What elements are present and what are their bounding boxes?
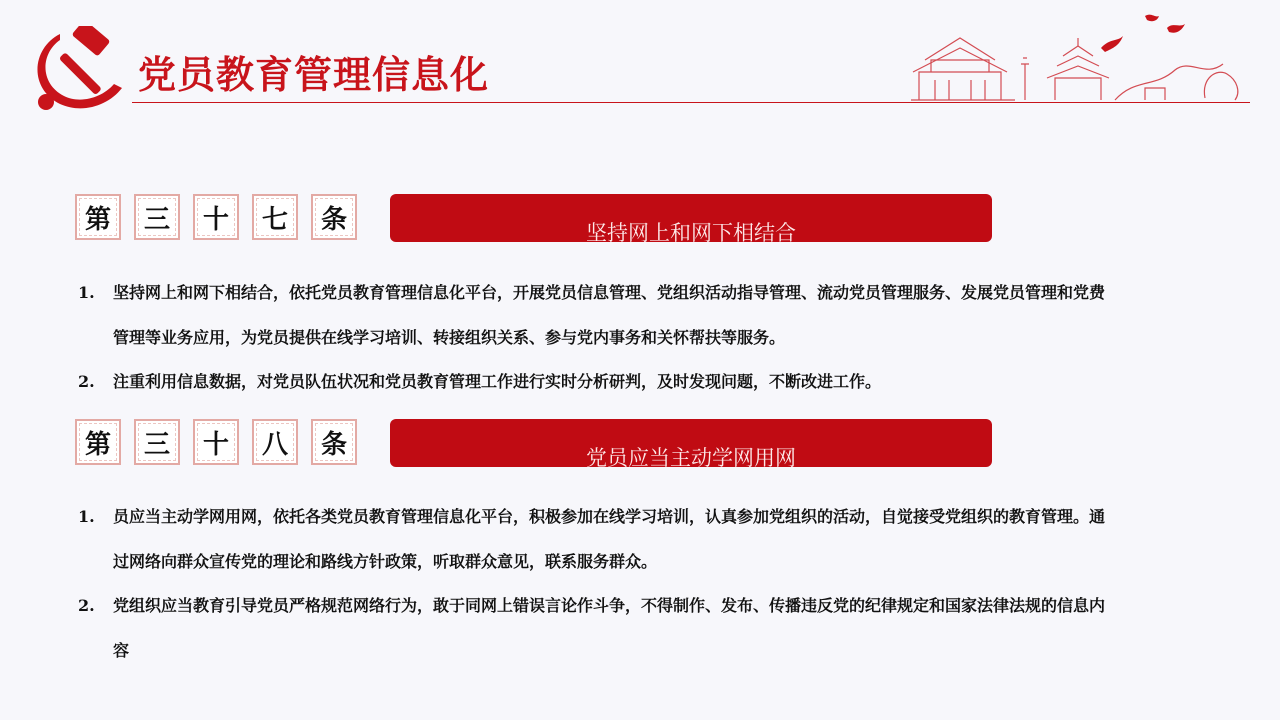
clause-text: 注重利用信息数据，对党员队伍状况和党员教育管理工作进行实时分析研判，及时发现问题，不断改进工作。 <box>113 372 882 391</box>
char-box: 条 <box>311 194 357 240</box>
landmark-skyline-icon <box>905 8 1255 104</box>
char-box: 第 <box>75 194 121 240</box>
clause-text: 党组织应当教育引导党员严格规范网络行为，敢于同网上错误言论作斗争，不得制作、发布、传播违反党的纪律规定和国家法律法规的信息内容 <box>113 596 1106 660</box>
char-box: 十 <box>193 194 239 240</box>
clause-number: 1. <box>78 283 95 302</box>
page-title: 党员教育管理信息化 <box>138 52 490 97</box>
clause-text: 员应当主动学网用网，依托各类党员教育管理信息化平台，积极参加在线学习培训，认真参加党组织的活动，自觉接受党组织的教育管理。通过网络向群众宣传党的理论和路线方针政策，听取群众意见，联系服务群众。 <box>113 507 1106 571</box>
char-box: 八 <box>252 419 298 465</box>
slide-header <box>0 0 1280 120</box>
char-box: 条 <box>311 419 357 465</box>
hammer-sickle-icon <box>30 26 130 112</box>
banner-text: 坚持网上和网下相结合 <box>586 221 796 245</box>
clause-number: 2. <box>78 596 95 615</box>
char-box: 第 <box>75 419 121 465</box>
char-box: 十 <box>193 419 239 465</box>
banner-text: 党员应当主动学网用网 <box>586 446 796 470</box>
clause-number: 2. <box>78 372 95 391</box>
char-box: 三 <box>134 419 180 465</box>
char-box: 三 <box>134 194 180 240</box>
clause-number: 1. <box>78 507 95 526</box>
char-box: 七 <box>252 194 298 240</box>
clause-text: 坚持网上和网下相结合，依托党员教育管理信息化平台，开展党员信息管理、党组织活动指导管理、流动党员管理服务、发展党员管理和党费管理等业务应用，为党员提供在线学习培训、转接组织关系、参与党内事务和关怀帮扶等服务。 <box>113 283 1106 347</box>
